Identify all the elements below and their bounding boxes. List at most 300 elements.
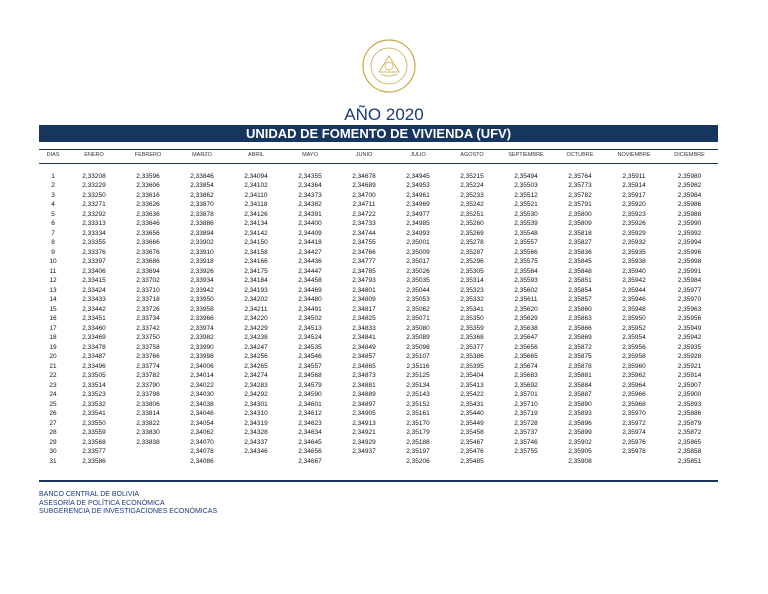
value-cell: 2,34014 — [190, 372, 214, 379]
value-cell: 2,34817 — [352, 305, 376, 313]
table-row — [39, 286, 718, 296]
value-cell: 2,33606 — [136, 182, 160, 189]
value-cell: 2,35977 — [677, 286, 702, 294]
value-cell: 2,34579 — [298, 381, 322, 389]
table-row — [39, 248, 718, 258]
column-header: OCTUBRE — [566, 152, 594, 158]
value-cell: 2,34557 — [298, 362, 322, 370]
value-cell: 2,34310 — [244, 410, 268, 417]
value-cell: 2,33460 — [82, 324, 106, 332]
table-row — [39, 400, 718, 410]
value-cell: 2,35485 — [460, 457, 484, 465]
value-cell: 2,35851 — [568, 277, 592, 284]
value-cell — [229, 457, 283, 467]
value-cell: 2,35935 — [677, 343, 702, 351]
value-cell: 2,33559 — [82, 429, 106, 436]
value-cell: 2,33790 — [136, 381, 160, 389]
value-cell: 2,35827 — [568, 239, 592, 246]
value-cell: 2,35728 — [514, 419, 538, 427]
value-cell: 2,35224 — [460, 182, 484, 189]
value-cell: 2,34678 — [352, 172, 376, 180]
value-cell: 2,33636 — [136, 210, 160, 218]
value-cell: 2,35341 — [460, 305, 484, 313]
value-cell: 2,34889 — [352, 391, 376, 398]
value-cell: 2,35980 — [677, 172, 702, 180]
value-cell: 2,34184 — [244, 277, 268, 284]
value-cell: 2,35879 — [677, 419, 702, 427]
value-cell: 2,35026 — [406, 267, 430, 275]
value-cell: 2,35530 — [514, 210, 538, 218]
value-cell: 2,35942 — [677, 334, 702, 341]
value-cell: 2,35467 — [460, 438, 484, 446]
value-cell: 2,33734 — [136, 315, 160, 322]
page-title: AÑO 2020 — [344, 105, 424, 124]
value-cell — [121, 457, 175, 467]
value-cell: 2,35800 — [568, 210, 592, 218]
day-cell: 22 — [49, 372, 57, 379]
value-cell — [337, 457, 391, 467]
table-banner: UNIDAD DE FOMENTO DE VIVIENDA (UFV) — [39, 125, 718, 142]
value-cell: 2,35044 — [406, 286, 430, 294]
value-cell: 2,34825 — [352, 315, 376, 322]
value-cell: 2,35881 — [568, 372, 592, 379]
value-cell: 2,34346 — [244, 448, 268, 455]
value-cell: 2,35287 — [460, 248, 484, 256]
value-cell: 2,34094 — [244, 172, 268, 180]
value-cell: 2,33478 — [82, 343, 106, 351]
day-cell: 19 — [49, 343, 57, 351]
value-cell: 2,33451 — [82, 315, 106, 322]
value-cell: 2,33406 — [82, 267, 106, 275]
value-cell: 2,35242 — [460, 201, 484, 208]
value-cell: 2,34841 — [352, 334, 376, 341]
value-cell: 2,34612 — [298, 410, 322, 417]
day-cell: 27 — [49, 419, 57, 427]
value-cell: 2,35377 — [460, 343, 484, 351]
value-cell: 2,34054 — [190, 419, 214, 427]
value-cell: 2,34913 — [352, 419, 376, 427]
value-cell: 2,35170 — [406, 419, 430, 427]
value-cell: 2,35197 — [406, 448, 430, 455]
value-cell: 2,33766 — [136, 353, 160, 360]
value-cell: 2,35458 — [460, 429, 484, 436]
value-cell: 2,35917 — [622, 191, 646, 199]
value-cell: 2,35970 — [677, 296, 702, 303]
value-cell: 2,35946 — [622, 296, 646, 303]
value-cell: 2,35982 — [677, 182, 702, 189]
value-cell: 2,35956 — [677, 315, 702, 322]
table-row — [39, 314, 718, 324]
value-cell: 2,35188 — [406, 438, 430, 446]
value-cell: 2,33798 — [136, 391, 160, 398]
day-cell: 12 — [49, 277, 57, 284]
value-cell: 2,35809 — [568, 220, 592, 227]
column-header: MAYO — [302, 152, 318, 158]
value-cell: 2,35887 — [568, 391, 592, 398]
value-cell: 2,35911 — [622, 172, 646, 180]
value-cell: 2,34969 — [406, 201, 430, 208]
value-cell: 2,33586 — [82, 457, 106, 465]
column-header: NOVIEMBRE — [617, 152, 651, 158]
value-cell: 2,33838 — [136, 438, 160, 446]
value-cell: 2,34382 — [298, 201, 322, 208]
value-cell: 2,33616 — [136, 191, 160, 199]
value-cell: 2,35990 — [677, 220, 702, 227]
value-cell: 2,33487 — [82, 353, 106, 360]
footer — [39, 491, 217, 517]
column-header: ENERO — [84, 152, 104, 158]
value-cell: 2,35966 — [622, 391, 646, 398]
value-cell: 2,35503 — [514, 182, 538, 189]
value-cell: 2,35638 — [514, 324, 538, 332]
value-cell: 2,34022 — [190, 381, 214, 389]
value-cell: 2,35921 — [677, 362, 702, 370]
day-cell: 13 — [49, 286, 57, 294]
value-cell: 2,34319 — [244, 419, 268, 427]
value-cell: 2,34601 — [298, 400, 322, 408]
value-cell: 2,33656 — [136, 229, 160, 237]
day-cell: 16 — [49, 315, 57, 322]
value-cell: 2,34078 — [190, 448, 214, 455]
ufv-table — [39, 148, 718, 466]
value-cell: 2,33568 — [82, 438, 106, 446]
value-cell: 2,35215 — [460, 172, 484, 180]
value-cell: 2,35251 — [460, 210, 484, 218]
value-cell: 2,33854 — [190, 182, 214, 189]
value-cell: 2,35323 — [460, 286, 484, 294]
value-cell: 2,34689 — [352, 182, 376, 189]
table-row — [39, 419, 718, 429]
value-cell: 2,33532 — [82, 400, 106, 408]
column-header: JUNIO — [355, 152, 373, 158]
value-cell: 2,34158 — [244, 248, 268, 256]
day-cell: 15 — [49, 305, 57, 313]
value-cell: 2,35964 — [622, 381, 646, 389]
value-cell: 2,35976 — [622, 438, 646, 446]
value-cell: 2,35683 — [514, 372, 538, 379]
value-cell: 2,34447 — [298, 267, 322, 275]
value-cell: 2,34126 — [244, 210, 268, 218]
value-cell: 2,35984 — [677, 277, 702, 284]
value-cell: 2,35994 — [677, 239, 702, 246]
header-row — [39, 148, 718, 162]
value-cell: 2,35512 — [514, 191, 538, 199]
value-cell: 2,34961 — [406, 191, 430, 199]
value-cell: 2,34546 — [298, 353, 322, 360]
value-cell: 2,35557 — [514, 239, 538, 246]
value-cell: 2,35782 — [568, 191, 592, 199]
value-cell: 2,35539 — [514, 220, 538, 227]
day-cell: 5 — [51, 210, 55, 218]
value-cell: 2,35080 — [406, 324, 430, 332]
table-row — [39, 257, 718, 267]
value-cell: 2,35575 — [514, 258, 538, 265]
value-cell: 2,34937 — [352, 448, 376, 455]
value-cell: 2,33596 — [136, 172, 160, 180]
value-cell: 2,34134 — [244, 220, 268, 227]
value-cell: 2,35134 — [406, 381, 430, 389]
value-cell: 2,34256 — [244, 353, 268, 360]
value-cell: 2,34977 — [406, 210, 430, 218]
table-row — [39, 343, 718, 353]
value-cell: 2,35952 — [622, 324, 646, 332]
value-cell: 2,35179 — [406, 429, 430, 436]
value-cell: 2,35948 — [622, 305, 646, 313]
table-row — [39, 438, 718, 448]
day-cell: 3 — [51, 191, 55, 199]
value-cell: 2,33496 — [82, 362, 106, 370]
value-cell: 2,35296 — [460, 258, 484, 265]
value-cell: 2,34667 — [298, 457, 322, 465]
table-row — [39, 352, 718, 362]
value-cell: 2,34645 — [298, 438, 322, 446]
value-cell: 2,34274 — [244, 372, 268, 379]
value-cell: 2,35422 — [460, 391, 484, 398]
value-cell: 2,35233 — [460, 191, 484, 199]
value-cell: 2,35548 — [514, 229, 538, 237]
value-cell: 2,35914 — [677, 372, 702, 379]
value-cell: 2,35692 — [514, 381, 538, 389]
value-cell: 2,35629 — [514, 315, 538, 322]
bcb-seal-logo — [361, 38, 417, 94]
value-cell: 2,34211 — [244, 305, 268, 313]
day-cell: 25 — [49, 400, 57, 408]
value-cell: 2,35893 — [677, 400, 702, 408]
value-cell: 2,34755 — [352, 239, 376, 246]
value-cell: 2,34364 — [298, 182, 322, 189]
value-cell: 2,33676 — [136, 248, 160, 256]
value-cell: 2,35996 — [677, 248, 702, 256]
value-cell: 2,34590 — [298, 391, 322, 398]
value-cell: 2,35935 — [622, 248, 646, 256]
value-cell: 2,35611 — [514, 296, 538, 303]
table-row — [39, 305, 718, 315]
value-cell: 2,35988 — [677, 210, 702, 218]
value-cell: 2,33774 — [136, 362, 160, 370]
value-cell: 2,33694 — [136, 267, 160, 275]
value-cell: 2,35107 — [406, 353, 430, 360]
day-cell: 10 — [49, 258, 57, 265]
value-cell: 2,33894 — [190, 229, 214, 237]
value-cell: 2,34373 — [298, 191, 322, 199]
value-cell: 2,34283 — [244, 381, 268, 389]
value-cell: 2,33415 — [82, 277, 106, 284]
value-cell: 2,33646 — [136, 220, 160, 227]
value-cell: 2,33966 — [190, 315, 214, 322]
value-cell: 2,35984 — [677, 191, 702, 199]
value-cell: 2,35860 — [568, 305, 592, 313]
value-cell: 2,34801 — [352, 286, 376, 294]
column-header: ABRIL — [248, 152, 264, 158]
value-cell: 2,35620 — [514, 305, 538, 313]
table-row — [39, 210, 718, 220]
value-cell: 2,35974 — [622, 429, 646, 436]
column-header: AGOSTO — [460, 152, 484, 158]
value-cell: 2,35701 — [514, 391, 538, 398]
value-cell: 2,35161 — [406, 410, 430, 417]
value-cell — [121, 447, 175, 457]
value-cell: 2,33710 — [136, 286, 160, 294]
value-cell: 2,35863 — [568, 315, 592, 322]
value-cell: 2,33334 — [82, 229, 106, 237]
value-cell: 2,35773 — [568, 182, 592, 189]
footer-line-subdivision: SUBGERENCIA DE INVESTIGACIONES ECONÓMICAS — [39, 508, 218, 515]
table-row — [39, 457, 718, 467]
day-cell: 21 — [49, 362, 57, 370]
day-cell: 14 — [49, 296, 57, 303]
day-cell: 18 — [49, 334, 57, 341]
day-cell: 7 — [51, 229, 55, 237]
day-cell: 1 — [51, 172, 55, 180]
value-cell: 2,35940 — [622, 267, 646, 275]
value-cell: 2,33702 — [136, 277, 160, 284]
table-row — [39, 219, 718, 229]
value-cell: 2,34849 — [352, 343, 376, 351]
value-cell: 2,35719 — [514, 410, 538, 417]
value-cell: 2,33958 — [190, 305, 214, 313]
value-cell: 2,35858 — [677, 448, 702, 455]
value-cell: 2,33577 — [82, 448, 106, 455]
day-cell: 23 — [49, 381, 57, 389]
day-cell: 28 — [49, 429, 57, 436]
table-row — [39, 362, 718, 372]
value-cell: 2,35899 — [568, 429, 592, 436]
value-cell: 2,35440 — [460, 410, 484, 417]
value-cell: 2,34175 — [244, 267, 268, 275]
value-cell: 2,34953 — [406, 182, 430, 189]
value-cell: 2,34568 — [298, 372, 322, 379]
value-cell: 2,35260 — [460, 220, 484, 227]
value-cell: 2,35938 — [622, 258, 646, 265]
value-cell: 2,34766 — [352, 248, 376, 256]
value-cell: 2,35449 — [460, 419, 484, 427]
value-cell: 2,33626 — [136, 201, 160, 208]
value-cell: 2,35746 — [514, 438, 538, 446]
table-row — [39, 371, 718, 381]
table-row — [39, 390, 718, 400]
value-cell: 2,33918 — [190, 258, 214, 265]
value-cell: 2,35116 — [406, 362, 430, 370]
value-cell: 2,34391 — [298, 210, 322, 218]
value-cell: 2,35035 — [406, 277, 430, 284]
value-cell: 2,34524 — [298, 334, 322, 341]
value-cell: 2,34873 — [352, 372, 376, 379]
table-row — [39, 447, 718, 457]
value-cell: 2,34993 — [406, 229, 430, 237]
value-cell: 2,33742 — [136, 324, 160, 332]
table-row — [39, 409, 718, 419]
table-row — [39, 200, 718, 210]
value-cell: 2,34623 — [298, 419, 322, 427]
value-cell: 2,33355 — [82, 239, 106, 246]
value-cell: 2,34427 — [298, 248, 322, 256]
value-cell: 2,33950 — [190, 296, 214, 303]
value-cell: 2,35854 — [568, 286, 592, 294]
value-cell: 2,35098 — [406, 343, 430, 351]
value-cell: 2,35001 — [406, 239, 430, 246]
value-cell: 2,35942 — [622, 277, 646, 284]
value-cell: 2,33541 — [82, 410, 106, 417]
value-cell: 2,35991 — [677, 267, 702, 275]
value-cell: 2,34150 — [244, 239, 268, 246]
value-cell: 2,34086 — [190, 457, 214, 465]
value-cell: 2,35521 — [514, 201, 538, 208]
value-cell: 2,35305 — [460, 267, 484, 275]
value-cell: 2,35886 — [677, 410, 702, 417]
table-row — [39, 428, 718, 438]
value-cell: 2,35978 — [622, 448, 646, 455]
value-cell: 2,35071 — [406, 315, 430, 322]
value-cell: 2,33750 — [136, 334, 160, 341]
value-cell: 2,34793 — [352, 277, 376, 284]
value-cell: 2,35278 — [460, 239, 484, 246]
value-cell: 2,35900 — [677, 391, 702, 398]
day-cell: 2 — [51, 182, 55, 189]
value-cell: 2,34118 — [244, 201, 268, 208]
value-cell: 2,33666 — [136, 239, 160, 246]
column-header: SEPTIEMBRE — [508, 152, 544, 158]
value-cell: 2,35866 — [568, 324, 592, 332]
value-cell: 2,34458 — [298, 277, 322, 284]
value-cell: 2,35875 — [568, 353, 592, 360]
value-cell: 2,33814 — [136, 410, 160, 417]
value-cell: 2,34733 — [352, 220, 376, 227]
value-cell: 2,34985 — [406, 220, 430, 227]
value-cell: 2,35869 — [568, 334, 592, 341]
value-cell: 2,35907 — [677, 381, 702, 389]
value-cell: 2,33846 — [190, 172, 214, 180]
value-cell: 2,34238 — [244, 334, 268, 341]
value-cell: 2,34292 — [244, 391, 268, 398]
value-cell: 2,35314 — [460, 277, 484, 284]
value-cell: 2,33934 — [190, 277, 214, 284]
value-cell: 2,33942 — [190, 286, 214, 294]
table-row — [39, 276, 718, 286]
value-cell: 2,33250 — [82, 191, 106, 199]
value-cell: 2,35656 — [514, 343, 538, 351]
value-cell: 2,33830 — [136, 429, 160, 436]
value-cell: 2,35017 — [406, 258, 430, 265]
value-cell: 2,35905 — [568, 448, 592, 455]
value-cell: 2,34337 — [244, 438, 268, 446]
value-cell: 2,34409 — [298, 229, 322, 237]
footer-line-bank: BANCO CENTRAL DE BOLIVIA — [39, 491, 140, 498]
table-row — [39, 381, 718, 391]
column-header: DIAS — [46, 152, 60, 158]
value-cell — [499, 457, 553, 467]
value-cell: 2,34301 — [244, 400, 268, 408]
value-cell: 2,35206 — [406, 457, 430, 465]
day-cell: 31 — [49, 457, 57, 465]
value-cell: 2,35896 — [568, 419, 592, 427]
value-cell: 2,35963 — [677, 305, 702, 313]
value-cell: 2,33397 — [82, 258, 106, 265]
value-cell: 2,34142 — [244, 229, 268, 237]
value-cell: 2,34110 — [244, 191, 268, 199]
value-cell — [607, 457, 661, 467]
value-cell: 2,33822 — [136, 419, 160, 427]
value-cell: 2,35884 — [568, 381, 592, 389]
value-cell: 2,34634 — [298, 429, 322, 436]
column-header: FEBRERO — [134, 152, 162, 158]
value-cell: 2,34865 — [352, 362, 376, 370]
value-cell: 2,33782 — [136, 372, 160, 379]
value-cell: 2,33514 — [82, 381, 106, 389]
value-cell: 2,35950 — [622, 315, 646, 322]
value-cell: 2,33910 — [190, 248, 214, 256]
value-cell: 2,35929 — [622, 229, 646, 237]
value-cell: 2,33271 — [82, 201, 106, 208]
